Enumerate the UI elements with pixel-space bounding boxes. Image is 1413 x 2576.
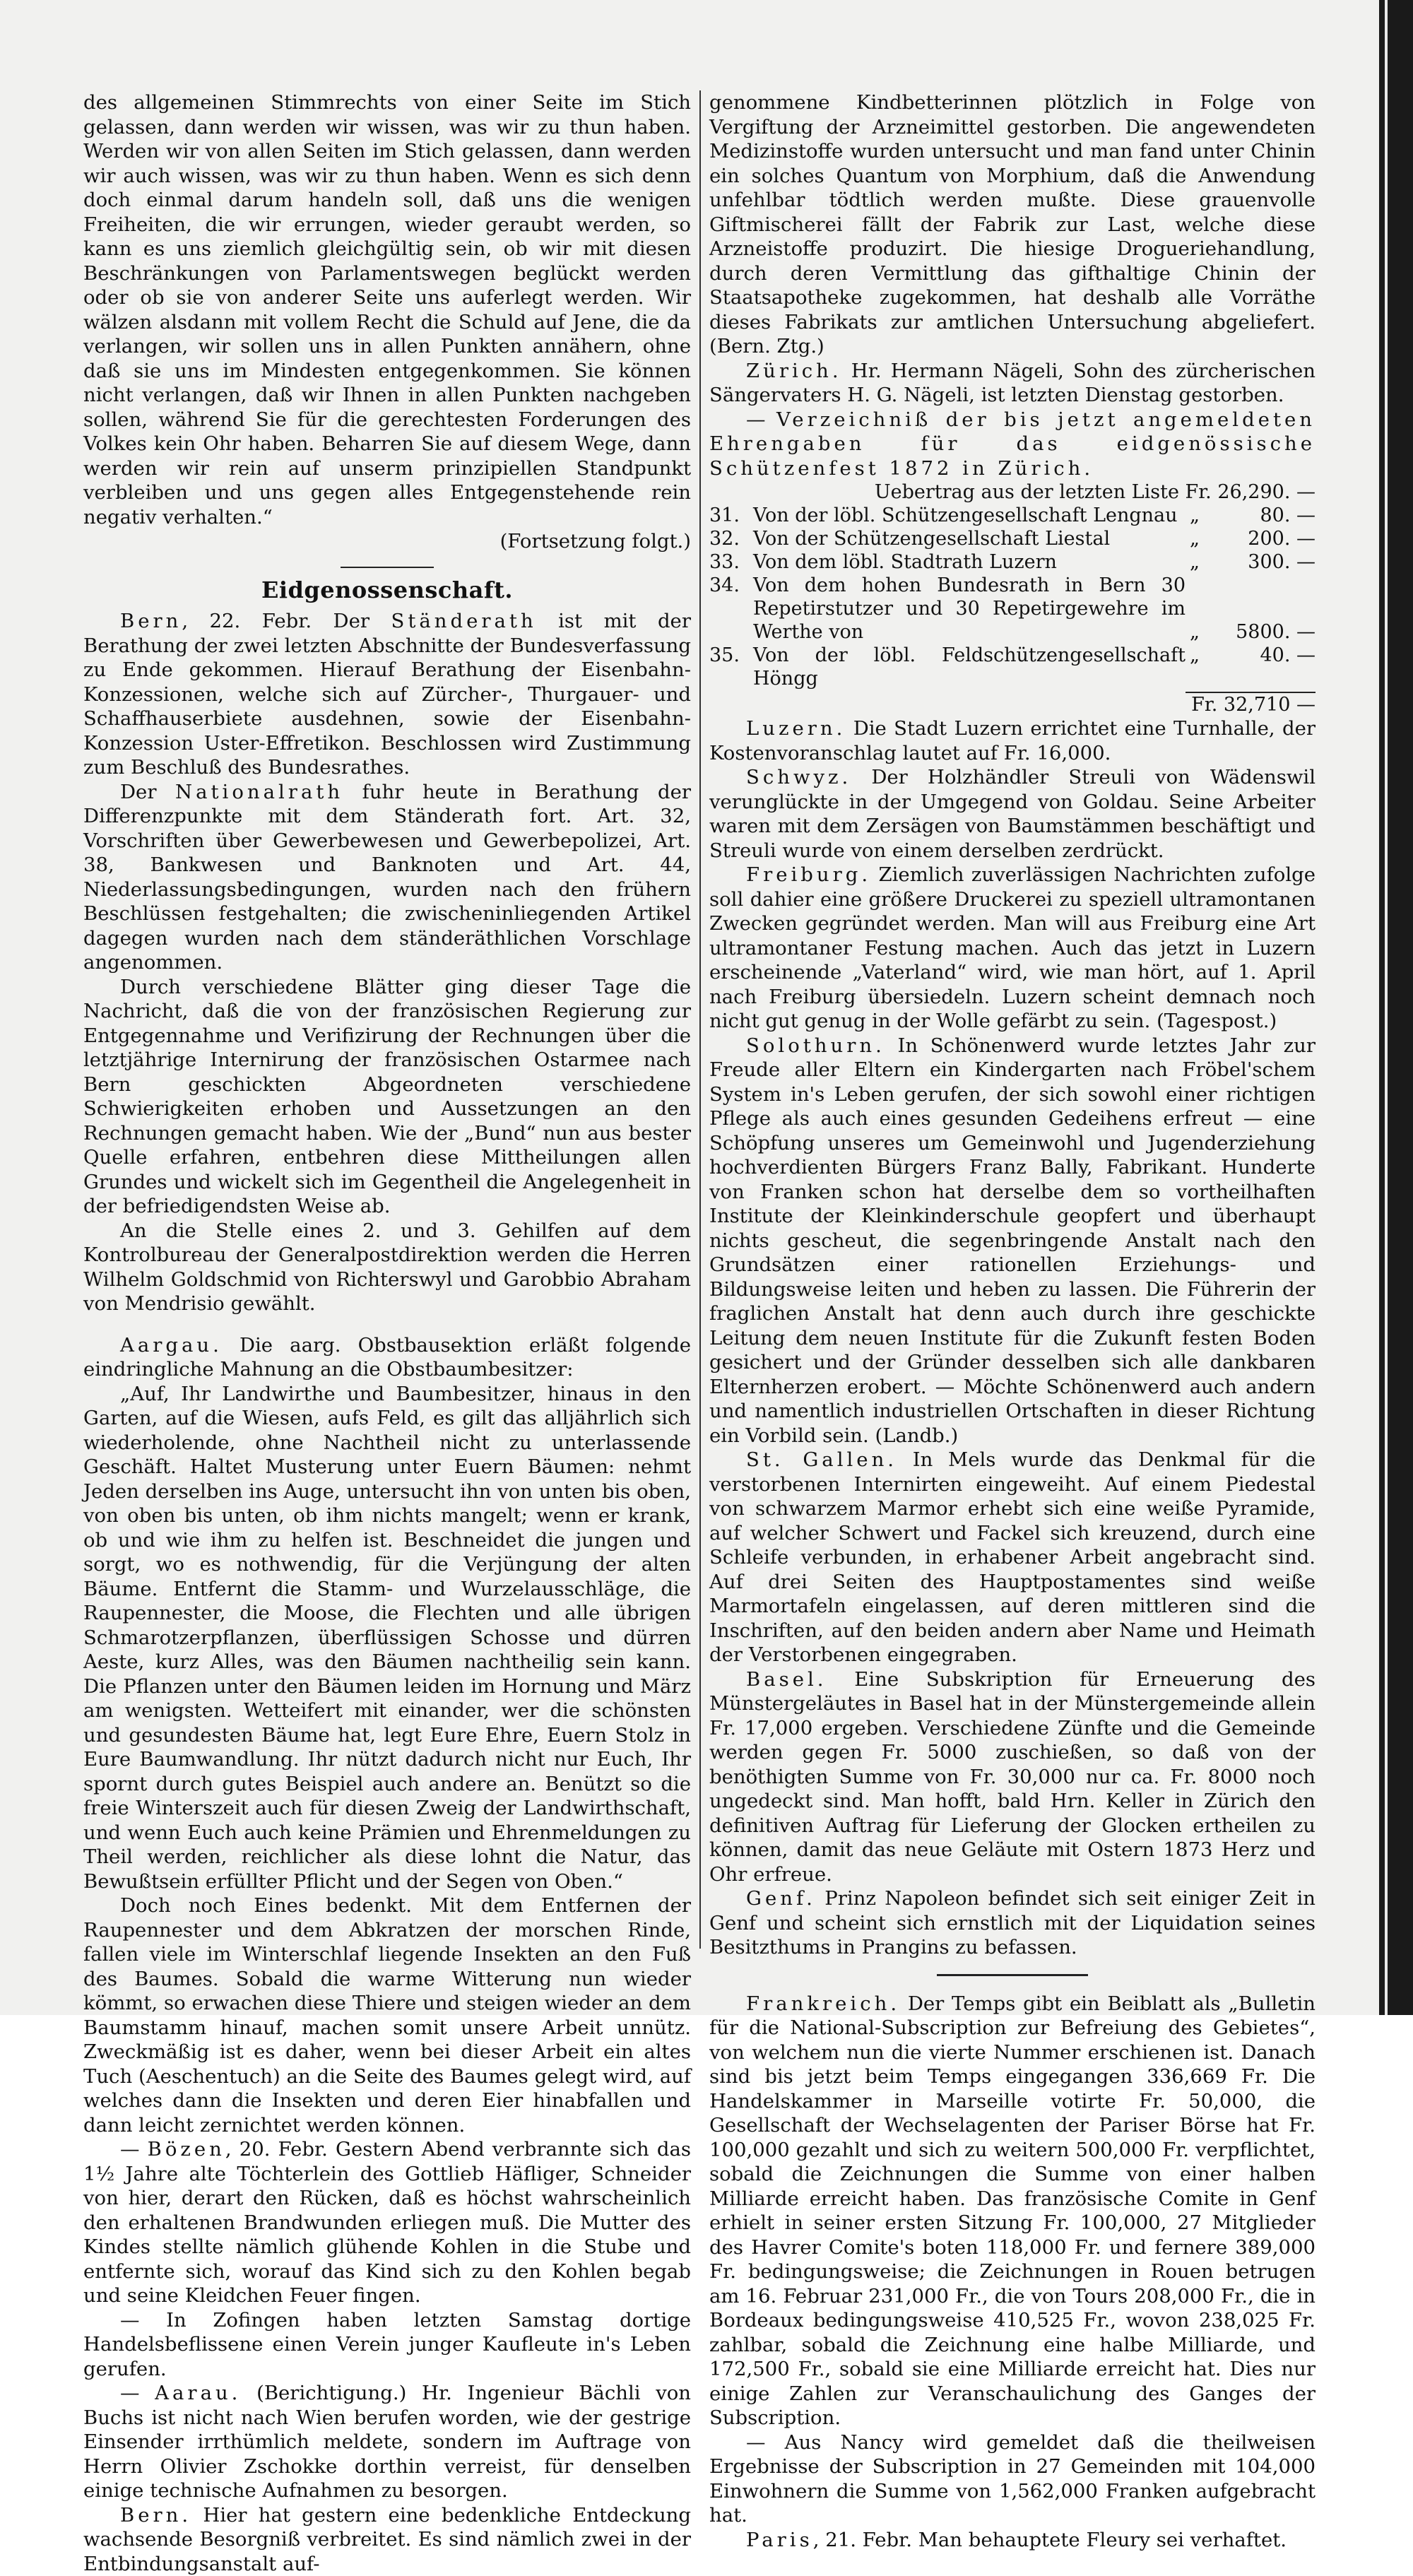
staenderath-word: Ständerath xyxy=(391,610,536,632)
carryover-label: Uebertrag aus der letzten Liste Fr. 26,290. — xyxy=(709,480,1316,504)
article-nancy: — Aus Nancy wird gemeldet daß die theilweisen Ergebnisse der Subscription in 27 Gemeinden mit 104,000 Einwohnern die Summe von 1,562,000 Franken aufgebracht hat. xyxy=(709,2430,1316,2528)
place-stgallen: St. Gallen. xyxy=(746,1448,897,1471)
scan-edge xyxy=(1379,0,1413,2015)
article-aarau: — Aarau. (Berichtigung.) Hr. Ingenieur Bächli von Buchs ist nicht nach Wien berufen worden, wie der gestrige Einsender irrthümlich meldete, sondern im Auftrage von Herrn Olivier Zschokke dorthin verreist, für denselben einige technische Aufnahmen zu besorgen. xyxy=(83,2381,691,2503)
donations-table xyxy=(709,480,1316,716)
nationalrath-word: Nationalrath xyxy=(175,781,343,803)
place-frankreich: Frankreich. xyxy=(746,1992,900,2015)
place-luzern: Luzern. xyxy=(746,717,846,740)
column-divider xyxy=(699,90,701,1949)
donation-row: 33. Von dem löbl. Stadtrath Luzern „ 300. — xyxy=(709,550,1316,574)
article-luzern: Luzern. Die Stadt Luzern errichtet eine Turnhalle, der Kostenvoranschlag lautet auf Fr. 16,000. xyxy=(709,716,1316,765)
place-aargau: Aargau. xyxy=(120,1334,223,1357)
donations-total-row xyxy=(709,690,1316,716)
right-column xyxy=(709,90,1316,2552)
place-zuerich: Zürich. xyxy=(746,360,842,382)
article-stgallen: St. Gallen. In Mels wurde das Denkmal für die verstorbenen Internirten eingeweiht. Auf einem Piedestal von schwarzem Marmor erhebt sich eine weiße Pyramide, auf welcher Schwert und Fackel sich kreuzend, durch eine Schleife verbunden, in erhabener Arbeit angebracht sind. Auf drei Seiten des Hauptpostamentes sind weiße Marmortafeln eingelassen, auf deren mittleren sind die Inschriften, auf den beiden andern aber Name und Heimath der Verstorbenen eingegraben. xyxy=(709,1448,1316,1667)
article-zofingen: — In Zofingen haben letzten Samstag dortige Handelsbeflissene einen Verein junger Kaufleute in's Leben gerufen. xyxy=(83,2308,691,2382)
article-aargau: Aargau. Die aarg. Obstbausektion erläßt folgende eindringliche Mahnung an die Obstbaumbesitzer: xyxy=(83,1333,691,1382)
donation-row: 31. Von der löbl. Schützengesellschaft Lengnau „ 80. — xyxy=(709,504,1316,527)
place-basel: Basel. xyxy=(746,1668,827,1691)
article-solothurn: Solothurn. In Schönenwerd wurde letztes Jahr zur Freude aller Eltern ein Kindergarten nach Fröbel'schem System in's Leben gerufen, der sich sowohl einer richtigen Pflege als auch eines gesunden Gedeihens erfreut — eine Schöpfung unseres um Gemeinwohl und Jugenderziehung hochverdienten Bürgers Franz Bally, Fabrikant. Hunderte von Franken schon hat derselbe dem so vortheilhaften Institute der Kleinkinderschule geopfert und überhaupt nichts gescheut, die segenbringende Anstalt nach den Grundsätzen einer rationellen Erziehungs- und Bildungsweise leiten und heben zu lassen. Die Führerin der fraglichen Anstalt hat denn auch durch ihre geschickte Leitung dem neuen Institute für die Zukunft festen Boden gesichert und der Gründer desselben sich alle dankbaren Elternherzen erobert. — Möchte Schönenwerd auch andern und namentlich industriellen Ortschaften in dieser Richtung ein Vorbild sein. (Landb.) xyxy=(709,1034,1316,1448)
place-aarau: Aarau. xyxy=(155,2382,241,2404)
place-freiburg: Freiburg. xyxy=(746,863,871,886)
article-genf: Genf. Prinz Napoleon befindet sich seit einiger Zeit in Genf und scheint sich ernstlich mit der Liquidation seines Besitzthums in Prangins zu befassen. xyxy=(709,1886,1316,1960)
place-boezen: Bözen xyxy=(148,2138,225,2161)
section-separator-rule xyxy=(937,1974,1088,1976)
place-bern: Bern xyxy=(120,610,182,632)
article-bern-second: Bern. Hier hat gestern eine bedenkliche Entdeckung wachsende Besorgniß verbreitet. Es sind nämlich zwei in der Entbindungsanstalt auf- xyxy=(83,2503,691,2576)
place-paris: Paris xyxy=(746,2529,813,2551)
donations-total: Fr. 32,710 — xyxy=(1186,692,1316,716)
donations-title: — Verzeichniß der bis jetzt angemeldeten Ehrengaben für das eidgenössische Schützenfest 1872 in Zürich. xyxy=(709,408,1316,481)
source-bern-ztg: (Bern. Ztg.) xyxy=(709,335,824,358)
article-freiburg: Freiburg. Ziemlich zuverlässigen Nachrichten zufolge soll dahier eine größere Druckerei zu speziell ultramontanen Zwecken gegründet werden. Man will aus Freiburg eine Art ultramontaner Festung machen. Auch das jetzt in Luzern erscheinende „Vaterland“ wird, wie man hört, auf 1. April nach Freiburg übersiedeln. Luzern scheint demnach noch nicht gut genug in der Wolle gefärbt zu sein. (Tagespost.) xyxy=(709,863,1316,1034)
place-schwyz: Schwyz. xyxy=(746,766,851,788)
article-boezen: — Bözen, 20. Febr. Gestern Abend verbrannte sich das 1½ Jahre alte Töchterlein des Gottlieb Häfliger, Schneider von hier, derart den Rücken, daß es höchst wahrscheinlich den erhaltenen Brandwunden erliegen muß. Die Mutter des Kindes stellte nämlich glühende Kohlen in die Stube und entfernte sich, worauf das Kind sich zu den Kohlen begab und seine Kleidchen Feuer fingen. xyxy=(83,2137,691,2308)
aargau-quote: „Auf, Ihr Landwirthe und Baumbesitzer, hinaus in den Garten, auf die Wiesen, aufs Feld, es gilt das alljährlich sich wiederholende, ohne Nachtheil nicht zu unterlassende Geschäft. Haltet Musterung unter Euern Bäumen: nehmt Jeden derselben ins Auge, untersucht ihn von unten bis oben, von oben bis unten, ob ihm nichts mangelt; wenn er krank, ob und wie ihm zu helfen ist. Beschneidet die jungen und sorgt, wo es nothwendig, für die Verjüngung der alten Bäume. Entfernt die Stamm- und Wurzelausschläge, die Raupennester, die Moose, die Flechten und alle übrigen Schmarotzerpflanzen, überflüssigen Schosse und dürren Aeste, kurz Alles, was den Bäumen nachtheilig sein kann. Die Pflanzen unter den Bäumen leiden im Hornung und März am wenigsten. Wetteifert mit einander, wer die schönsten und gesundesten Bäume hat, legt Eure Ehre, Euern Stolz in Eure Baumwandlung. Ihr nützt dadurch nicht nur Euch, Ihr spornt durch gutes Beispiel auch andere an. Benützt so die freie Winterszeit auch für diesen Zweig der Landwirthschaft, und wenn Euch auch keine Prämien und Ehrenmeldungen zu Theil werden, reichlicher als diese lohnt die Natur, das Bewußtsein erfüllter Pflicht und der Segen von Oben.“ xyxy=(83,1382,691,1894)
place-bern-second: Bern. xyxy=(120,2504,191,2527)
continuation-note: (Fortsetzung folgt.) xyxy=(83,529,691,554)
aargau-followup: Doch noch Eines bedenkt. Mit dem Entfernen der Raupennester und dem Abkratzen der morschen Rinde, fallen viele im Winterschlaf liegende Insekten an den Fuß des Baumes. Sobald die warme Witterung nun wieder kömmt, so erwachen diese Thiere und steigen wieder an dem Baumstamm hinauf, machen somit unsere Arbeit unnütz. Zweckmäßig ist es daher, wenn bei dieser Arbeit ein altes Tuch (Aeschentuch) an die Seite des Baumes gelegt wird, auf welches dann die Insekten und deren Eier hinabfallen und dann leicht zernichtet werden können. xyxy=(83,1893,691,2137)
left-column xyxy=(83,90,691,2576)
article-gehilfen: An die Stelle eines 2. und 3. Gehilfen auf dem Kontrolbureau der Generalpostdirektion werden die Herren Wilhelm Goldschmid von Richterswyl und Garobbio Abraham von Mendrisio gewählt. xyxy=(83,1219,691,1316)
article-zuerich: Zürich. Hr. Hermann Nägeli, Sohn des zürcherischen Sängervaters H. G. Nägeli, ist letzten Dienstag gestorben. xyxy=(709,359,1316,408)
article-frankreich: Frankreich. Der Temps gibt ein Beiblatt als „Bulletin für die National-Subscription zur Befreiung des Gebietes“, von welchem nun die vierte Nummer erschienen ist. Danach sind bis jetzt beim Temps eingegangen 336,669 Fr. Die Handelskammer in Marseille votirte Fr. 50,000, die Gesellschaft der Wechselagenten der Pariser Börse hat Fr. 100,000 gezahlt und sich zu weitern 500,000 Fr. verpflichtet, sobald die Zeichnungen die Summe von einer halben Milliarde erreicht haben. Das französische Comite in Genf erhielt in seiner ersten Sitzung Fr. 100,000, 27 Mitglieder des Havrer Comite's boten 118,000 Fr. und fernere 389,000 Fr. bedingungsweise; die Zeichnungen in Rouen betrugen am 16. Februar 231,000 Fr., die von Tours 208,000 Fr., die in Bordeaux bedingungsweise 410,525 Fr., wovon 238,025 Fr. zahlbar, sobald die Zeichnung eine halbe Milliarde, und 172,500 Fr., sobald sie eine Milliarde erreicht hat. Dies nur einige Zahlen zur Veranschaulichung des Ganges der Subscription. xyxy=(709,1992,1316,2430)
section-heading: Eidgenossenschaft. xyxy=(83,578,691,603)
article-nationalrath: Der Nationalrath fuhr heute in Berathung der Differenzpunkte mit dem Ständerath fort. Art. 32, Vorschriften über Gewerbewesen und Gewerbepolizei, Art. 38, Bankwesen und Banknoten und Art. 44, Niederlassungsbedingungen, wurden nach den frühern Beschlüssen festgehalten; die zwischeninliegenden Artikel dagegen wurden nach dem ständeräthlichen Vorschlage angenommen. xyxy=(83,780,691,975)
article-france-rumor: Durch verschiedene Blätter ging dieser Tage die Nachricht, daß die von der französischen Regierung zur Entgegennahme und Verifizirung der Rechnungen über die letztjährige Internirung der französischen Ostarmee nach Bern geschickten Abgeordneten verschiedene Schwierigkeiten erhoben und Aussetzungen an den Rechnungen gemacht haben. Wie der „Bund“ nun aus bester Quelle erfahren, entbehren diese Mittheilungen allen Grundes und wickelt sich im Gegentheil die Angelegenheit in der befriedigendsten Weise ab. xyxy=(83,975,691,1219)
donation-row: 34. Von dem hohen Bundesrath in Bern 30 Repetirstutzer und 30 Repetirgewehre im Werthe von „ 5800. — xyxy=(709,574,1316,644)
place-genf: Genf. xyxy=(746,1887,816,1910)
article-schwyz: Schwyz. Der Holzhändler Streuli von Wädenswil verunglückte in der Umgegend von Goldau. Seine Arbeiter waren mit dem Zersägen von Baumstämmen beschäftigt und Streuli wurde von einem derselben zerdrückt. xyxy=(709,765,1316,863)
separator-rule xyxy=(341,567,434,568)
donation-row: 35. Von der löbl. Feldschützengesellschaft Höngg „ 40. — xyxy=(709,644,1316,690)
intro-paragraph: des allgemeinen Stimmrechts von einer Seite im Stich gelassen, dann werden wir wissen, was wir zu thun haben. Werden wir von allen Seiten im Stich gelassen, dann werden wir auch wissen, was wir zu thun haben. Wenn es sich denn doch einmal darum handeln soll, daß uns die wenigen Freiheiten, die wir errungen, wieder geraubt werden, so kann es uns ziemlich gleichgültig sein, ob wir mit diesen Beschränkungen von Parlamentswegen beglückt werden oder ob sie von anderer Seite uns auferlegt werden. Wir wälzen alsdann mit vollem Recht die Schuld auf Jene, die da verlangen, wir sollen uns in allen Punkten annähern, ohne daß sie uns im Mindesten entgegenkommen. Sie können nicht verlangen, daß wir Ihnen in allen Punkten nachgeben sollen, während Sie für die gerechtesten Forderungen des Volkes kein Ohr haben. Beharren Sie auf diesem Wege, dann werden wir rein auf unserm prinzipiellen Standpunkt verbleiben und uns gegen alles Entgegenstehende rein negativ verhalten.“ xyxy=(83,90,691,529)
place-solothurn: Solothurn. xyxy=(746,1034,885,1057)
article-basel: Basel. Eine Subskription für Erneuerung des Münstergeläutes in Basel hat in der Münstergemeinde allein Fr. 17,000 ergeben. Verschiedene Zünfte und die Gemeinde werden gegen Fr. 5000 zuschießen, so daß von der benöthigten Summe von Fr. 30,000 nur ca. Fr. 8000 noch ungedeckt sind. Man hofft, bald Hrn. Keller in Zürich den definitiven Auftrag für Lieferung der Glocken ertheilen zu können, damit das neue Geläute mit Ostern 1873 Herz und Ohr erfreue. xyxy=(709,1667,1316,1887)
donations-carryover-row xyxy=(709,480,1316,504)
bern-continuation: genommene Kindbetterinnen plötzlich in Folge von Vergiftung der Arzneimittel gestorben. Die angewendeten Medizinstoffe wurden untersucht und man fand unter Chinin ein solches Quantum von Morphium, daß die Anwendung unfehlbar tödtlich werden mußte. Diese grauenvolle Giftmischerei fällt der Fabrik zur Last, welche diese Arzneistoffe produzirt. Die hiesige Drogueriehandlung, durch deren Vermittlung das gifthaltige Chinin der Staatsapotheke zugekommen, hat deshalb alle Vorräthe dieses Fabrikats zur amtlichen Untersuchung abgeliefert. (Bern. Ztg.) xyxy=(709,90,1316,359)
article-bern: Bern, 22. Febr. Der Ständerath ist mit der Berathung der zwei letzten Abschnitte der Bundesverfassung zu Ende gekommen. Hierauf Berathung der Eisenbahn-Konzessionen, welche sich auf Zürcher-, Thurgauer- und Schaffhauserbiete ausdehnen, sowie der Eisenbahn-Konzession Uster-Effretikon. Beschlossen wird Zustimmung zum Beschluß des Bundesrathes. xyxy=(83,609,691,780)
article-paris: Paris, 21. Febr. Man behauptete Fleury sei verhaftet. xyxy=(709,2528,1316,2553)
donation-row: 32. Von der Schützengesellschaft Liestal „ 200. — xyxy=(709,527,1316,550)
